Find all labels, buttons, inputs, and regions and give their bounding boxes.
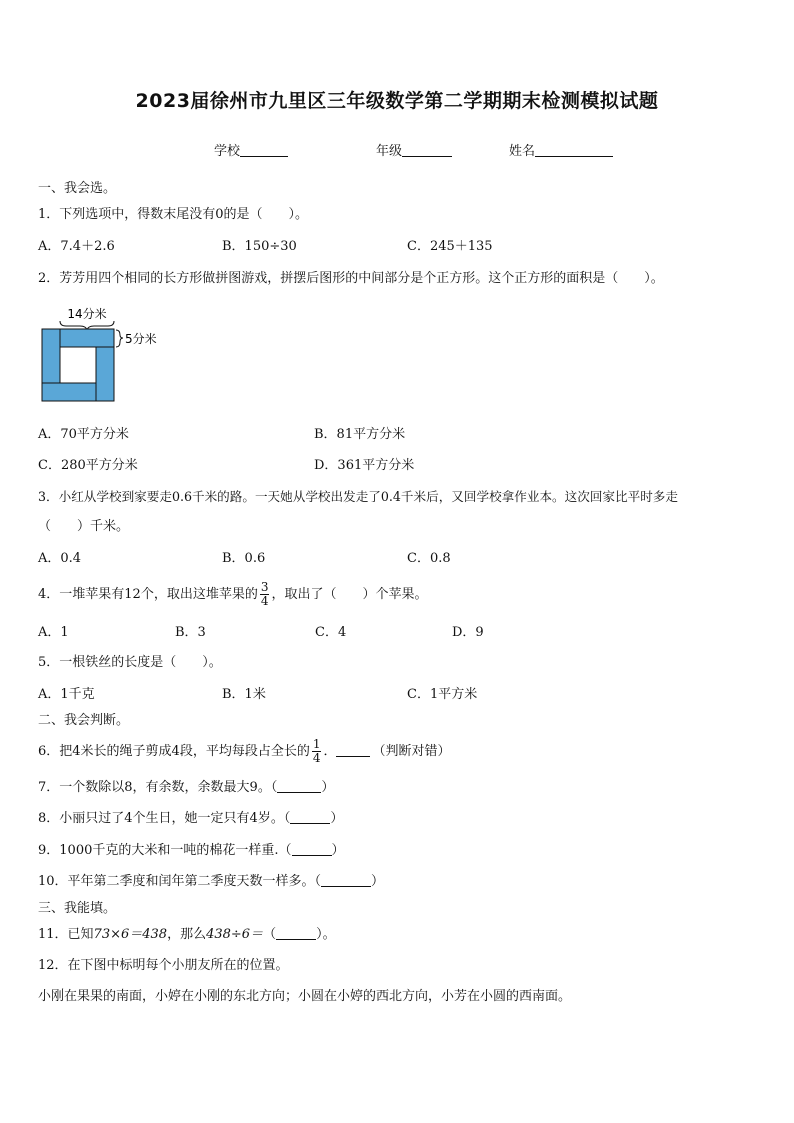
name-label: 姓名 [509, 144, 536, 159]
q8-answer-blank[interactable] [290, 810, 330, 824]
grade-field[interactable] [376, 140, 452, 159]
section-1-heading: 一、我会选。 [38, 181, 117, 196]
q3-option-c: C．0.8 [407, 551, 451, 566]
fig-top-label: 14分米 [67, 307, 107, 321]
q4-fraction: $\frac{3}{4}$ [260, 580, 269, 608]
school-label: 学校 [214, 144, 241, 159]
q1-option-c: C．245＋135 [407, 239, 493, 254]
question-3-line-1: 3．小红从学校到家要走0.6千米的路。一天她从学校出发走了0.4千米后，又回学校拿作业本。这次回家比平时多走 [38, 489, 678, 504]
q5-option-b: B．1米 [222, 687, 266, 702]
question-12-description: 小刚在果果的南面，小婷在小刚的东北方向；小圆在小婷的西北方向，小芳在小圆的西南面。 [38, 989, 572, 1004]
section-2-heading: 二、我会判断。 [38, 713, 130, 728]
q10-answer-blank[interactable] [321, 873, 371, 887]
q5-option-a: A．1千克 [38, 687, 95, 702]
q2-option-d: D．361平方分米 [314, 458, 415, 473]
question-5: 5．一根铁丝的长度是（ ）。 [38, 655, 222, 670]
page-title: 2023届徐州市九里区三年级数学第二学期期末检测模拟试题 [135, 90, 659, 112]
q3-option-b: B．0.6 [222, 551, 266, 566]
question-9: 9．1000千克的大米和一吨的棉花一样重.（ ） [38, 843, 345, 858]
school-field[interactable] [214, 140, 288, 159]
q3-option-a: A．0.4 [38, 551, 82, 566]
q9-answer-blank[interactable] [292, 842, 332, 856]
question-1: 1．下列选项中，得数末尾没有0的是（ ）。 [38, 207, 309, 222]
q4-option-b: B．3 [175, 625, 206, 640]
q2-rectangle-figure [36, 302, 176, 406]
q5-option-c: C．1平方米 [407, 687, 478, 702]
q2-option-b: B．81平方分米 [314, 427, 406, 442]
q7-answer-blank[interactable] [277, 779, 321, 793]
question-3-line-2: （ ）千米。 [38, 519, 130, 534]
question-7: 7．一个数除以8，有余数，余数最大9。（ ） [38, 780, 335, 795]
q4-option-c: C．4 [315, 625, 347, 640]
q11-answer-blank[interactable] [276, 926, 316, 940]
q2-option-a: A．70平方分米 [38, 427, 129, 442]
q4-option-d: D．9 [452, 625, 484, 640]
grade-label: 年级 [376, 144, 403, 159]
question-2: 2．芳芳用四个相同的长方形做拼图游戏，拼摆后图形的中间部分是个正方形。这个正方形的面积是（ ）。 [38, 271, 664, 286]
q2-option-c: C．280平方分米 [38, 458, 138, 473]
q6-fraction: $\frac{1}{4}$ [312, 737, 321, 765]
question-6: 6．把4米长的绳子剪成4段，平均每段占全长的 $\frac{1}{4}$ ． （判断对错） [38, 737, 451, 765]
question-8: 8．小丽只过了4个生日，她一定只有4岁。（ ） [38, 811, 344, 826]
q4-option-a: A．1 [38, 625, 69, 640]
question-11: 11．已知73×6＝438，那么438÷6＝（ ）。 [38, 927, 336, 942]
name-field[interactable] [509, 140, 613, 159]
question-10: 10．平年第二季度和闰年第二季度天数一样多。（ ） [38, 874, 385, 889]
fig-side-label: 5分米 [125, 332, 157, 346]
question-4: 4．一堆苹果有12个，取出这堆苹果的 $\frac{3}{4}$ ，取出了（ ）个苹果。 [38, 580, 428, 608]
q6-answer-blank[interactable] [336, 743, 370, 757]
q1-option-a: A．7.4＋2.6 [38, 239, 115, 254]
q1-option-b: B．150÷30 [222, 239, 297, 254]
section-3-heading: 三、我能填。 [38, 901, 117, 916]
question-12: 12．在下图中标明每个小朋友所在的位置。 [38, 958, 289, 973]
